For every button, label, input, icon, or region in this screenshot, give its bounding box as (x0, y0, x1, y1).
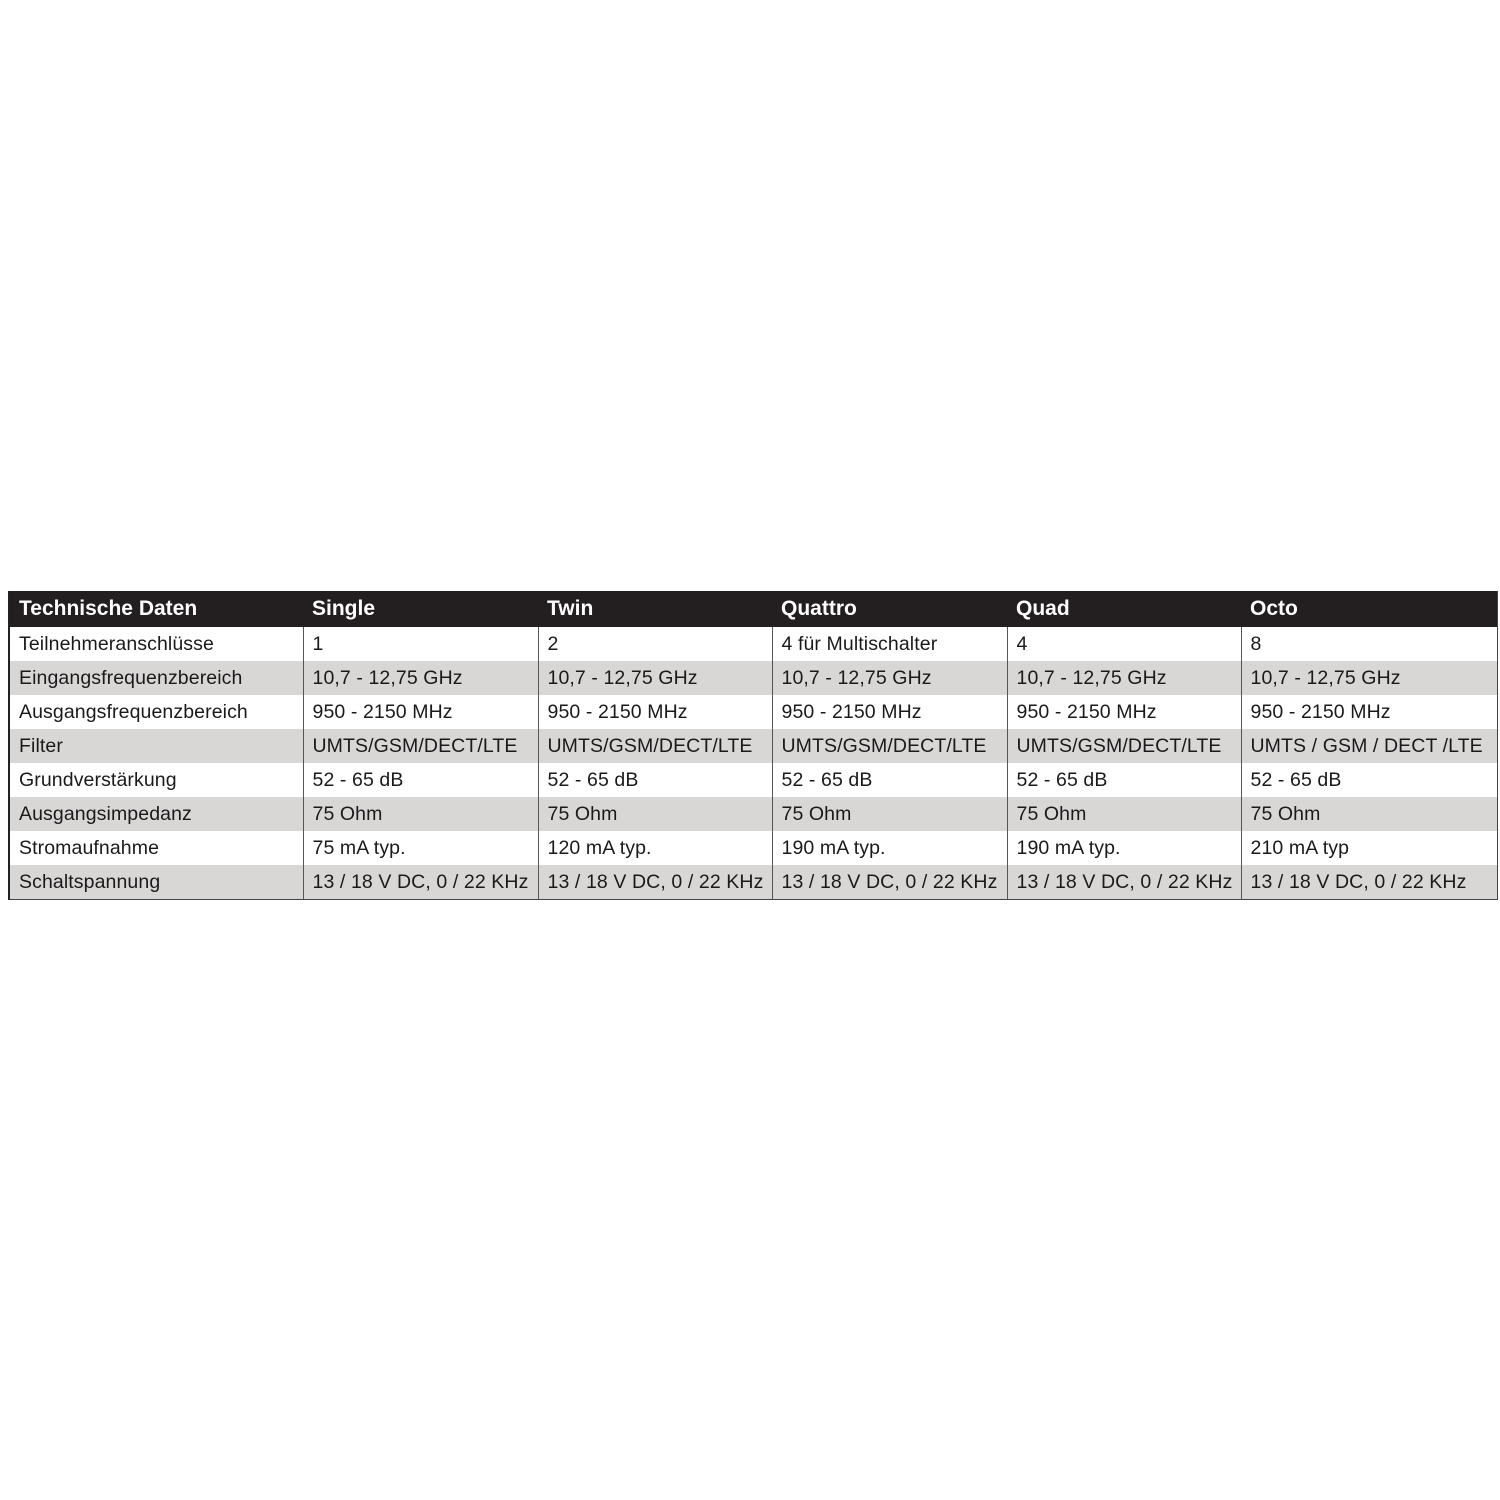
table-cell: 120 mA typ. (538, 831, 772, 865)
header-cell-quad: Quad (1007, 591, 1241, 627)
table-cell: 10,7 - 12,75 GHz (1007, 661, 1241, 695)
table-cell: UMTS/GSM/DECT/LTE (772, 729, 1007, 763)
table-row (9, 797, 1497, 831)
table-cell: 8 (1241, 627, 1497, 661)
table-cell: UMTS / GSM / DECT /LTE (1241, 729, 1497, 763)
table-cell: 10,7 - 12,75 GHz (538, 661, 772, 695)
table-cell: 4 für Multischalter (772, 627, 1007, 661)
table-cell: 2 (538, 627, 772, 661)
table-cell: 950 - 2150 MHz (1241, 695, 1497, 729)
table-cell: 950 - 2150 MHz (538, 695, 772, 729)
table-cell: 210 mA typ (1241, 831, 1497, 865)
table-row (9, 865, 1497, 900)
table-cell: 950 - 2150 MHz (772, 695, 1007, 729)
table-cell: 52 - 65 dB (1007, 763, 1241, 797)
header-cell-octo: Octo (1241, 591, 1497, 627)
row-label: Eingangsfrequenzbereich (9, 661, 303, 695)
table-header-row (9, 591, 1497, 627)
header-cell-single: Single (303, 591, 538, 627)
table-row (9, 695, 1497, 729)
table-row (9, 729, 1497, 763)
table-cell: 190 mA typ. (772, 831, 1007, 865)
table-cell: UMTS/GSM/DECT/LTE (1007, 729, 1241, 763)
row-label: Ausgangsfrequenzbereich (9, 695, 303, 729)
table-cell: 75 Ohm (538, 797, 772, 831)
table-cell: 13 / 18 V DC, 0 / 22 KHz (1007, 865, 1241, 900)
table-cell: 13 / 18 V DC, 0 / 22 KHz (303, 865, 538, 900)
table-cell: 52 - 65 dB (1241, 763, 1497, 797)
header-cell-quattro: Quattro (772, 591, 1007, 627)
table-row (9, 627, 1497, 661)
table-cell: 75 Ohm (772, 797, 1007, 831)
table-cell: 4 (1007, 627, 1241, 661)
table-row (9, 763, 1497, 797)
technical-data-table (8, 591, 1498, 900)
row-label: Stromaufnahme (9, 831, 303, 865)
table-cell: 1 (303, 627, 538, 661)
table-row (9, 831, 1497, 865)
table-cell: 52 - 65 dB (303, 763, 538, 797)
table-cell: 52 - 65 dB (772, 763, 1007, 797)
table-cell: 13 / 18 V DC, 0 / 22 KHz (772, 865, 1007, 900)
table-cell: 10,7 - 12,75 GHz (1241, 661, 1497, 695)
row-label: Teilnehmeranschlüsse (9, 627, 303, 661)
table-cell: 13 / 18 V DC, 0 / 22 KHz (538, 865, 772, 900)
table-row (9, 661, 1497, 695)
table-cell: 950 - 2150 MHz (1007, 695, 1241, 729)
row-label: Grundverstärkung (9, 763, 303, 797)
row-label: Schaltspannung (9, 865, 303, 900)
table-cell: 950 - 2150 MHz (303, 695, 538, 729)
table-cell: 75 Ohm (1241, 797, 1497, 831)
table-cell: UMTS/GSM/DECT/LTE (538, 729, 772, 763)
table-cell: 75 mA typ. (303, 831, 538, 865)
table-cell: UMTS/GSM/DECT/LTE (303, 729, 538, 763)
table-cell: 13 / 18 V DC, 0 / 22 KHz (1241, 865, 1497, 900)
table-cell: 10,7 - 12,75 GHz (303, 661, 538, 695)
table-cell: 190 mA typ. (1007, 831, 1241, 865)
row-label: Ausgangsimpedanz (9, 797, 303, 831)
table-cell: 75 Ohm (1007, 797, 1241, 831)
header-cell-technische-daten: Technische Daten (9, 591, 303, 627)
table-cell: 75 Ohm (303, 797, 538, 831)
header-cell-twin: Twin (538, 591, 772, 627)
row-label: Filter (9, 729, 303, 763)
table-cell: 10,7 - 12,75 GHz (772, 661, 1007, 695)
table-cell: 52 - 65 dB (538, 763, 772, 797)
